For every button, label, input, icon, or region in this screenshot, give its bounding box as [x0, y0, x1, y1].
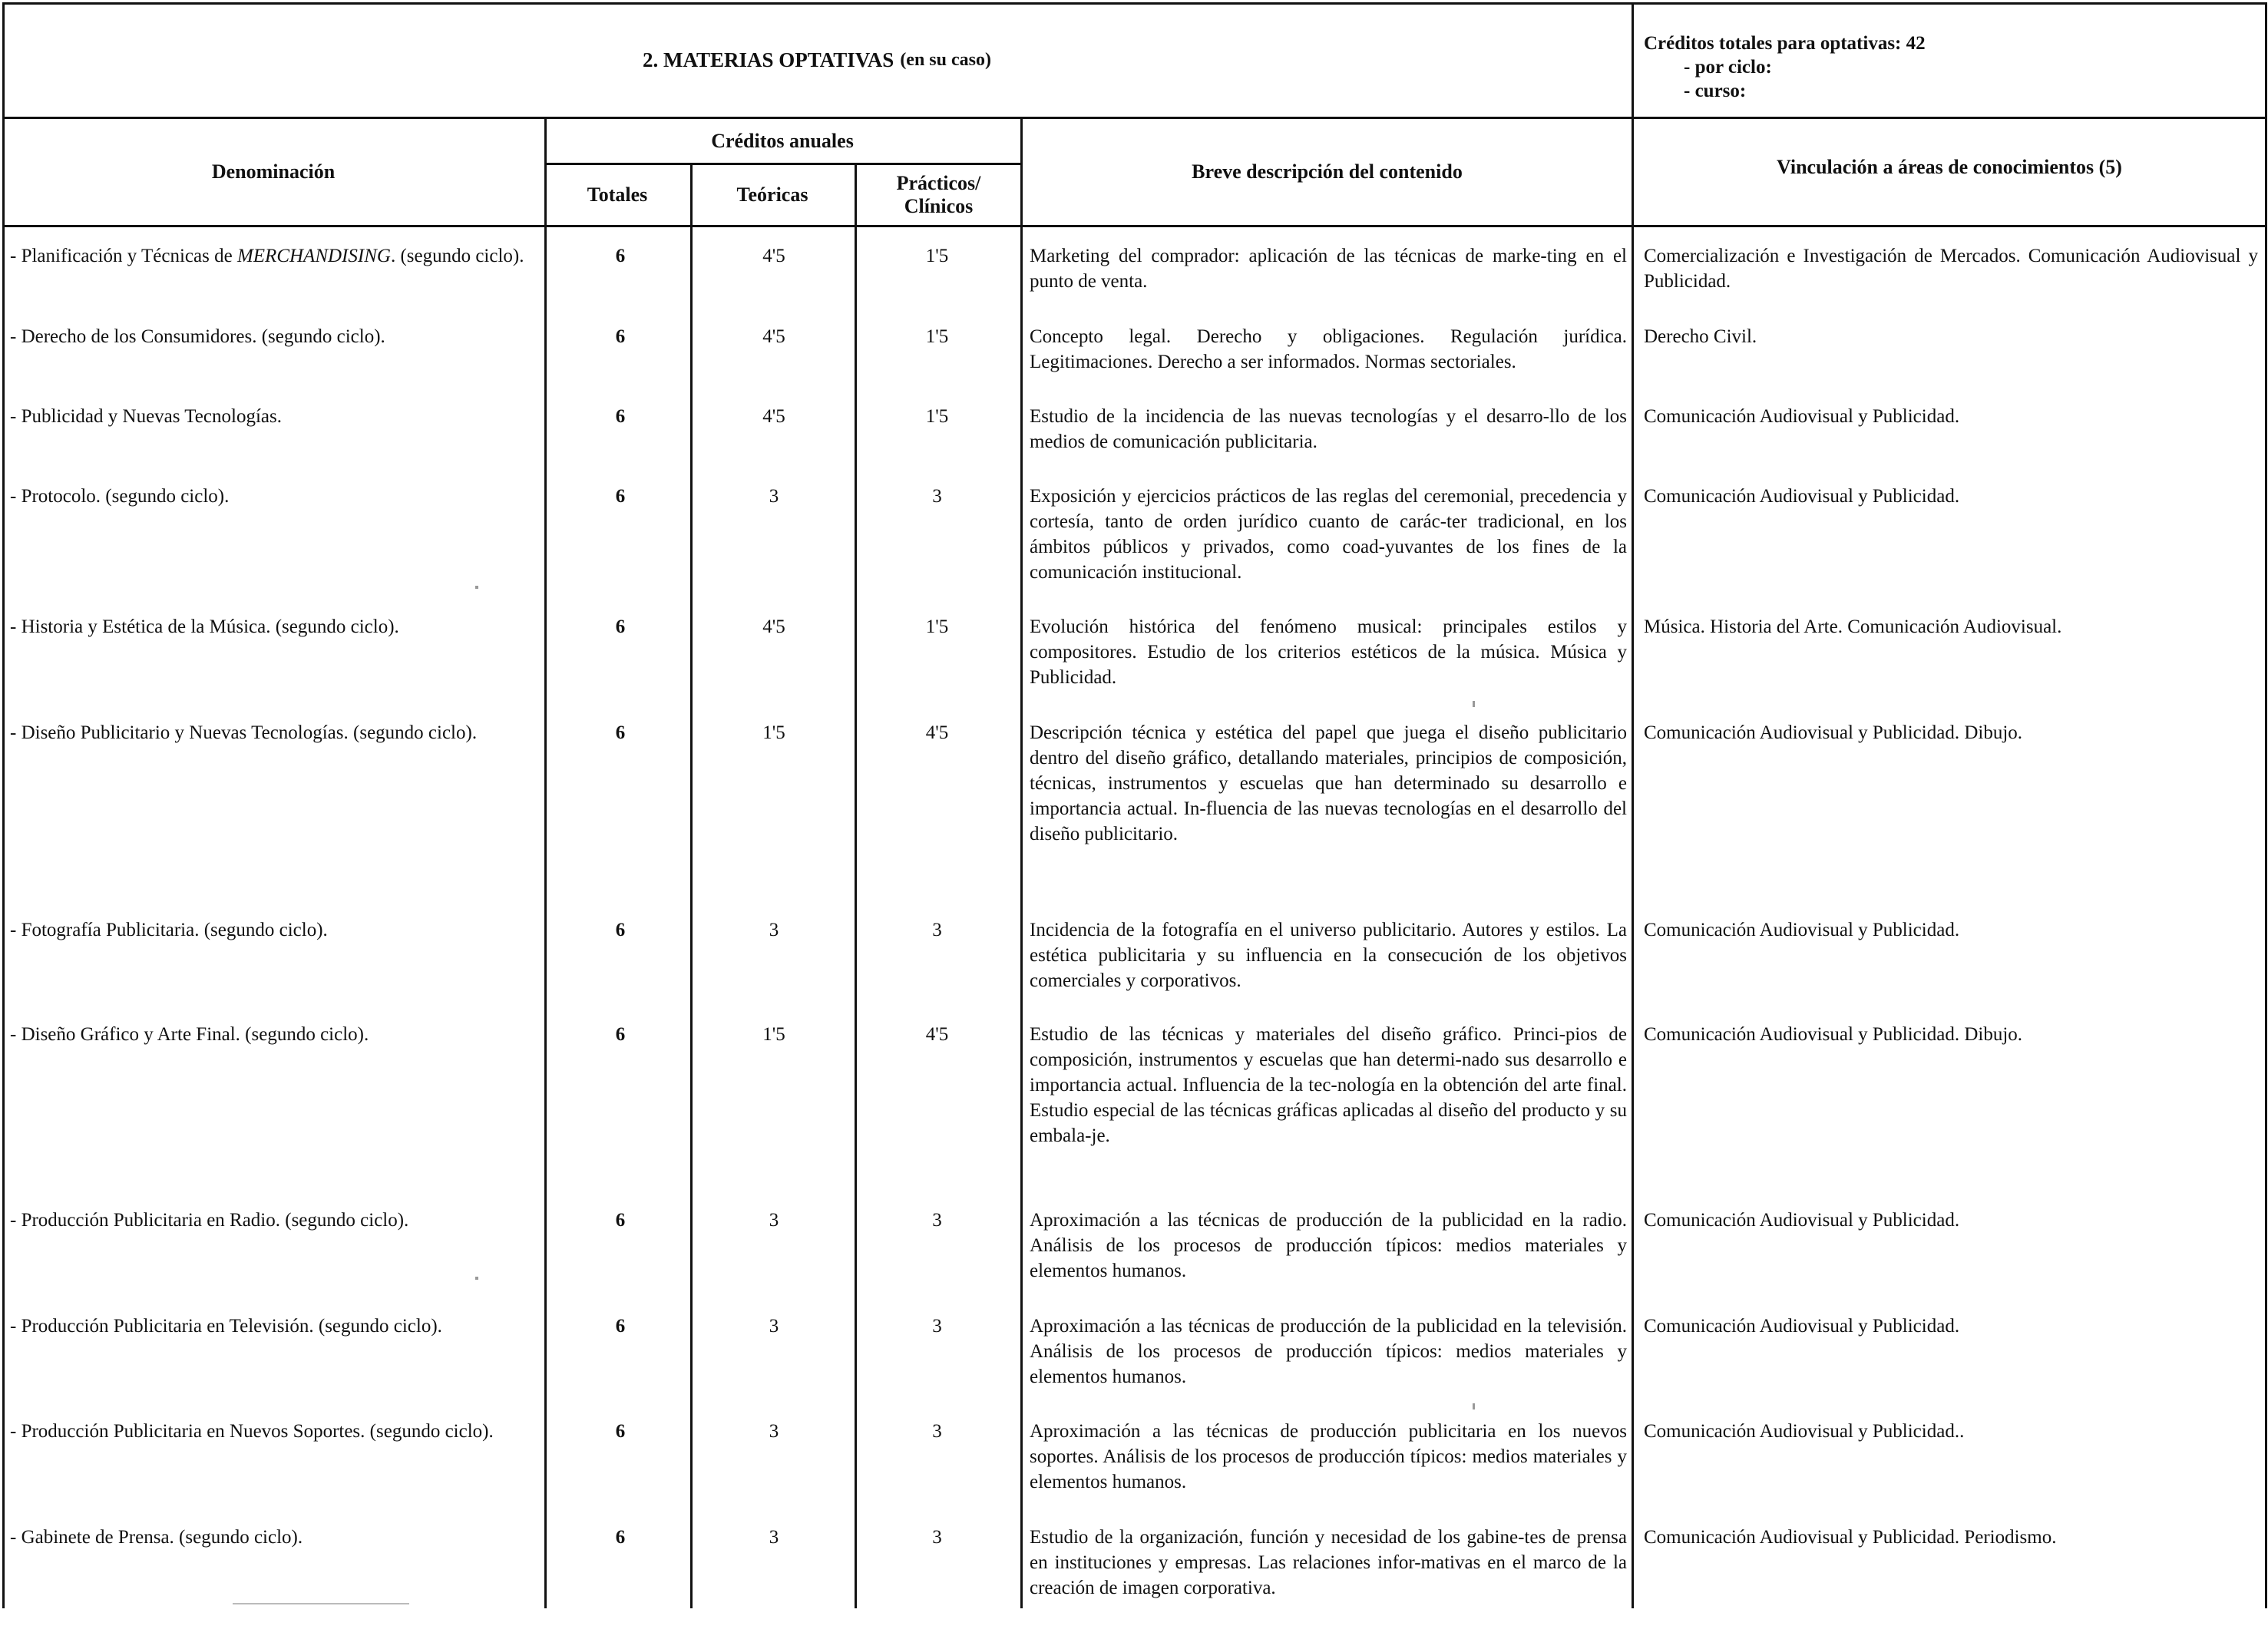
scan-speck	[1473, 1403, 1475, 1409]
row-practicos: 3	[932, 1527, 942, 1548]
col-divider-teoricas	[690, 164, 693, 1608]
row-denominacion: - Publicidad y Nuevas Tecnologías.	[10, 406, 282, 427]
row-denominacion: - Historia y Estética de la Música. (segundo ciclo).	[10, 616, 399, 637]
row-descripcion: Marketing del comprador: aplicación de las técnicas de marke-ting en el punto de venta.	[1030, 246, 1627, 292]
row-descripcion: Concepto legal. Derecho y obligaciones. Regulación jurídica. Legitimaciones. Derecho a ser informados. Normas sectoriales.	[1030, 326, 1627, 372]
row-teoricas: 4'5	[762, 326, 785, 347]
header-practicos: Prácticos/ Clínicos	[896, 172, 981, 217]
row-totales: 6	[615, 1527, 626, 1548]
row-vinculacion: Música. Historia del Arte. Comunicación Audiovisual.	[1644, 616, 2062, 637]
row-descripcion: Exposición y ejercicios prácticos de las reglas del ceremonial, precedencia y cortesía, tanto de orden jurídico cuanto de carác-ter tradicional, en los ámbitos públicos y privados, como coad-yuvantes de los fines de la comunicación institucional.	[1030, 486, 1627, 583]
row-totales: 6	[615, 326, 626, 347]
row-practicos: 4'5	[925, 1024, 949, 1045]
row-teoricas: 3	[769, 1316, 779, 1337]
row-denominacion: - Derecho de los Consumidores. (segundo ciclo).	[10, 326, 385, 347]
row-descripcion: Aproximación a las técnicas de producción publicitaria en los nuevos soportes. Análisis de los procesos de producción típicos: medios materiales y elementos humanos.	[1030, 1421, 1627, 1492]
row-practicos: 1'5	[925, 616, 949, 637]
row-totales: 6	[615, 486, 626, 507]
row-vinculacion: Comunicación Audiovisual y Publicidad.	[1644, 1316, 1960, 1337]
row-totales: 6	[615, 1316, 626, 1337]
scan-speck	[475, 1277, 478, 1280]
row-descripcion: Descripción técnica y estética del papel que juega el diseño publicitario dentro del diseño gráfico, detallando materiales, principios de composición, técnicas, instrumentos y escuelas que han determinado su desarrollo e importancia actual. In-fluencia de las nuevas tecnologías en el desarrollo del diseño publicitario.	[1030, 722, 1627, 844]
row-totales: 6	[615, 616, 626, 637]
row-denominacion: - Diseño Publicitario y Nuevas Tecnologías. (segundo ciclo).	[10, 722, 478, 743]
credits-curso: - curso:	[1684, 81, 1747, 101]
row-vinculacion: Comunicación Audiovisual y Publicidad.	[1644, 406, 1960, 427]
row-teoricas: 1'5	[762, 1024, 785, 1045]
row-denominacion: - Fotografía Publicitaria. (segundo ciclo).	[10, 920, 328, 940]
row-descripcion: Estudio de la organización, función y necesidad de los gabine-tes de prensa en instituciones y empresas. Las relaciones infor-mativas en el marco de la creación de imagen corporativa.	[1030, 1527, 1627, 1598]
header-teoricas: Teóricas	[736, 183, 808, 206]
row-teoricas: 4'5	[762, 616, 785, 637]
row-vinculacion: Comunicación Audiovisual y Publicidad. Dibujo.	[1644, 722, 2023, 743]
row-practicos: 3	[932, 1421, 942, 1442]
row-descripcion: Estudio de las técnicas y materiales del diseño gráfico. Princi-pios de composición, instrumentos y escuelas que han determi-nado sus desarrollo e importancia actual. Influencia de la tec-nología en la obtención del arte final. Estudio especial de las técnicas gráficas aplicadas al diseño del producto y su embala-je.	[1030, 1024, 1627, 1146]
section-title-suffix: (en su caso)	[900, 50, 991, 70]
row-denominacion: - Planificación y Técnicas de MERCHANDISING. (segundo ciclo).	[10, 246, 524, 266]
row-teoricas: 4'5	[762, 406, 785, 427]
optativas-table	[2, 2, 2267, 1608]
row-totales: 6	[615, 920, 626, 940]
row-practicos: 3	[932, 920, 942, 940]
credits-summary	[1644, 31, 1926, 103]
row-denominacion: - Gabinete de Prensa. (segundo ciclo).	[10, 1527, 303, 1548]
row-totales: 6	[615, 1421, 626, 1442]
row-teoricas: 3	[769, 1421, 779, 1442]
row-descripcion: Incidencia de la fotografía en el universo publicitario. Autores y estilos. La estética publicitaria y su influencia en la consecución de los objetivos comerciales y corporativos.	[1030, 920, 1627, 991]
header-denominacion: Denominación	[211, 160, 336, 183]
row-teoricas: 3	[769, 1210, 779, 1231]
row-denominacion: - Producción Publicitaria en Televisión. (segundo ciclo).	[10, 1316, 442, 1337]
row-teoricas: 4'5	[762, 246, 785, 266]
section-title-text: 2. MATERIAS OPTATIVAS	[643, 48, 894, 71]
row-totales: 6	[615, 1210, 626, 1231]
row-practicos: 3	[932, 1210, 942, 1231]
row-practicos: 3	[932, 486, 942, 507]
row-denominacion: - Producción Publicitaria en Radio. (segundo ciclo).	[10, 1210, 409, 1231]
row-practicos: 3	[932, 1316, 942, 1337]
credits-por-ciclo: - por ciclo:	[1684, 57, 1772, 78]
row-practicos: 1'5	[925, 406, 949, 427]
row-teoricas: 3	[769, 486, 779, 507]
row-vinculacion: Comunicación Audiovisual y Publicidad.	[1644, 1210, 1960, 1231]
row-teoricas: 3	[769, 920, 779, 940]
col-divider-practicos	[855, 164, 857, 1608]
col-divider-vinculacion	[1632, 2, 1634, 1608]
row-denominacion: - Diseño Gráfico y Arte Final. (segundo ciclo).	[10, 1024, 369, 1045]
scan-speck	[1473, 701, 1475, 707]
section-title	[2, 2, 1632, 118]
scan-speck	[233, 1603, 409, 1604]
scan-speck	[475, 586, 478, 589]
row-descripcion: Evolución histórica del fenómeno musical: principales estilos y compositores. Estudio de los criterios estéticos de la música. Música y Publicidad.	[1030, 616, 1627, 688]
header-separator	[2, 225, 2267, 227]
col-divider-descripcion	[1020, 117, 1023, 1608]
row-descripcion: Estudio de la incidencia de las nuevas tecnologías y el desarro-llo de los medios de comunicación publicitaria.	[1030, 406, 1627, 452]
credits-total: Créditos totales para optativas: 42	[1644, 33, 1926, 54]
row-totales: 6	[615, 406, 626, 427]
table-border-right	[2265, 2, 2267, 1608]
row-totales: 6	[615, 1024, 626, 1045]
row-vinculacion: Comunicación Audiovisual y Publicidad. Periodismo.	[1644, 1527, 2057, 1548]
header-vinculacion: Vinculación a áreas de conocimientos (5)	[1777, 155, 2122, 178]
table-border-left	[2, 2, 5, 1608]
row-totales: 6	[615, 246, 626, 266]
row-practicos: 1'5	[925, 246, 949, 266]
row-totales: 6	[615, 722, 626, 743]
row-vinculacion: Comercialización e Investigación de Mercados. Comunicación Audiovisual y Publicidad.	[1644, 246, 2258, 292]
row-denominacion: - Protocolo. (segundo ciclo).	[10, 486, 230, 507]
row-denominacion: - Producción Publicitaria en Nuevos Soportes. (segundo ciclo).	[10, 1421, 494, 1442]
row-descripcion: Aproximación a las técnicas de producción de la publicidad en la televisión. Análisis de los procesos de producción típicos: medios materiales y elementos humanos.	[1030, 1316, 1627, 1387]
row-practicos: 4'5	[925, 722, 949, 743]
row-vinculacion: Comunicación Audiovisual y Publicidad..	[1644, 1421, 1965, 1442]
row-practicos: 1'5	[925, 326, 949, 347]
header-descripcion: Breve descripción del contenido	[1192, 160, 1463, 183]
row-teoricas: 3	[769, 1527, 779, 1548]
row-vinculacion: Derecho Civil.	[1644, 326, 1757, 347]
row-teoricas: 1'5	[762, 722, 785, 743]
header-totales: Totales	[587, 183, 648, 206]
row-descripcion: Aproximación a las técnicas de producción de la publicidad en la radio. Análisis de los procesos de producción típicos: medios materiales y elementos humanos.	[1030, 1210, 1627, 1281]
row-vinculacion: Comunicación Audiovisual y Publicidad. Dibujo.	[1644, 1024, 2023, 1045]
header-creditos-anuales: Créditos anuales	[711, 129, 854, 152]
row-vinculacion: Comunicación Audiovisual y Publicidad.	[1644, 920, 1960, 940]
row-vinculacion: Comunicación Audiovisual y Publicidad.	[1644, 486, 1960, 507]
